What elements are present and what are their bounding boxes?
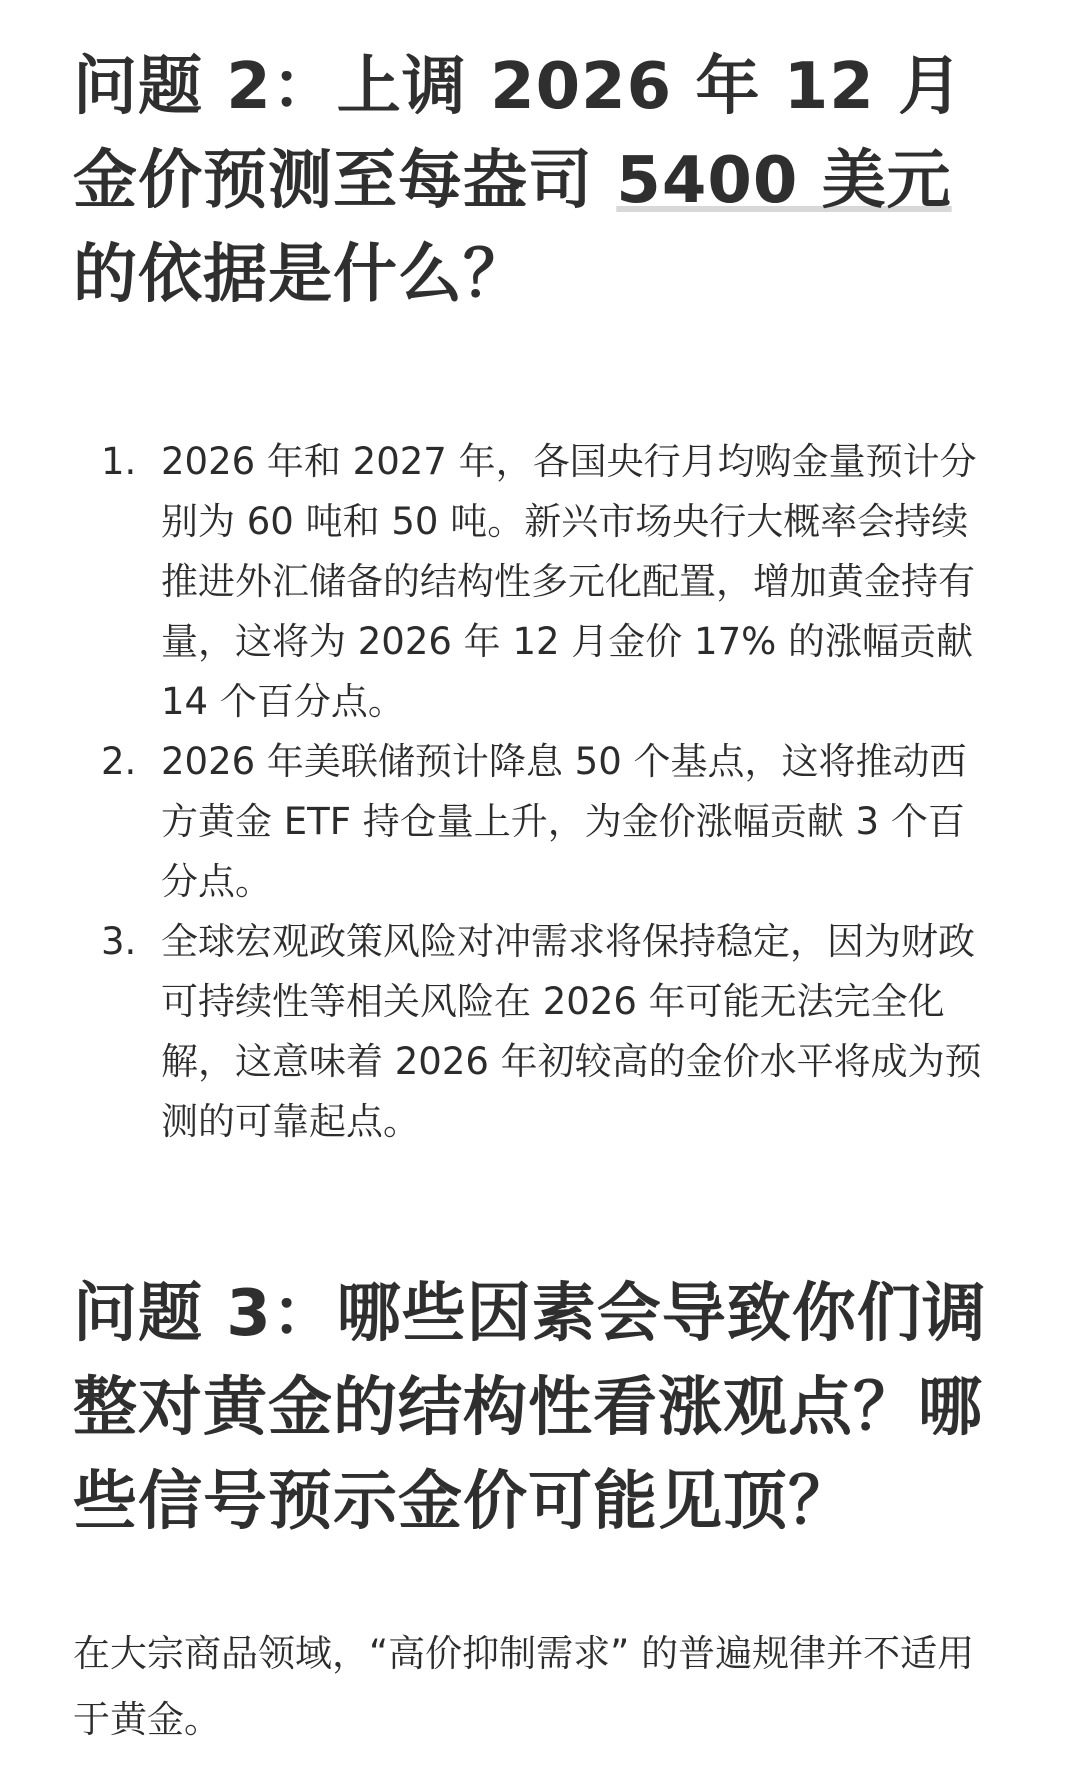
- list-item: [73, 912, 998, 1152]
- list-item-text: 2026 年美联储预计降息 50 个基点，这将推动西方黄金 ETF 持仓量上升，为金价涨幅贡献 3 个百分点。: [161, 740, 967, 903]
- question-2-title-end: 的依据是什么？: [73, 238, 528, 312]
- price-target-highlight: 5400 美元: [616, 144, 952, 218]
- answer-list: [73, 432, 998, 1152]
- list-item-number: 1.: [101, 440, 137, 483]
- list-item-text: 2026 年和 2027 年，各国央行月均购金量预计分别为 60 吨和 50 吨。新兴市场央行大概率会持续推进外汇储备的结构性多元化配置，增加黄金持有量，这将为 2026 年 12 月金价 17% 的涨幅贡献 14 个百分点。: [161, 440, 977, 723]
- list-item: [73, 432, 998, 732]
- question-2-heading: [73, 0, 998, 322]
- list-item-number: 2.: [101, 740, 137, 783]
- list-item: [73, 732, 998, 912]
- answer-intro-paragraph: 在大宗商品领域，“高价抑制需求” 的普遍规律并不适用于黄金。: [73, 1632, 975, 1741]
- list-item-text: 全球宏观政策风险对冲需求将保持稳定，因为财政可持续性等相关风险在 2026 年可能无法完全化解，这意味着 2026 年初较高的金价水平将成为预测的可靠起点。: [161, 920, 982, 1143]
- list-item-number: 3.: [101, 920, 137, 963]
- question-2-title-start: 问题 2：上调 2026 年 12 月金价预测至每盎司: [73, 50, 964, 218]
- question-3-heading: 问题 3：哪些因素会导致你们调整对黄金的结构性看涨观点？哪些信号预示金价可能见顶？: [73, 1277, 987, 1539]
